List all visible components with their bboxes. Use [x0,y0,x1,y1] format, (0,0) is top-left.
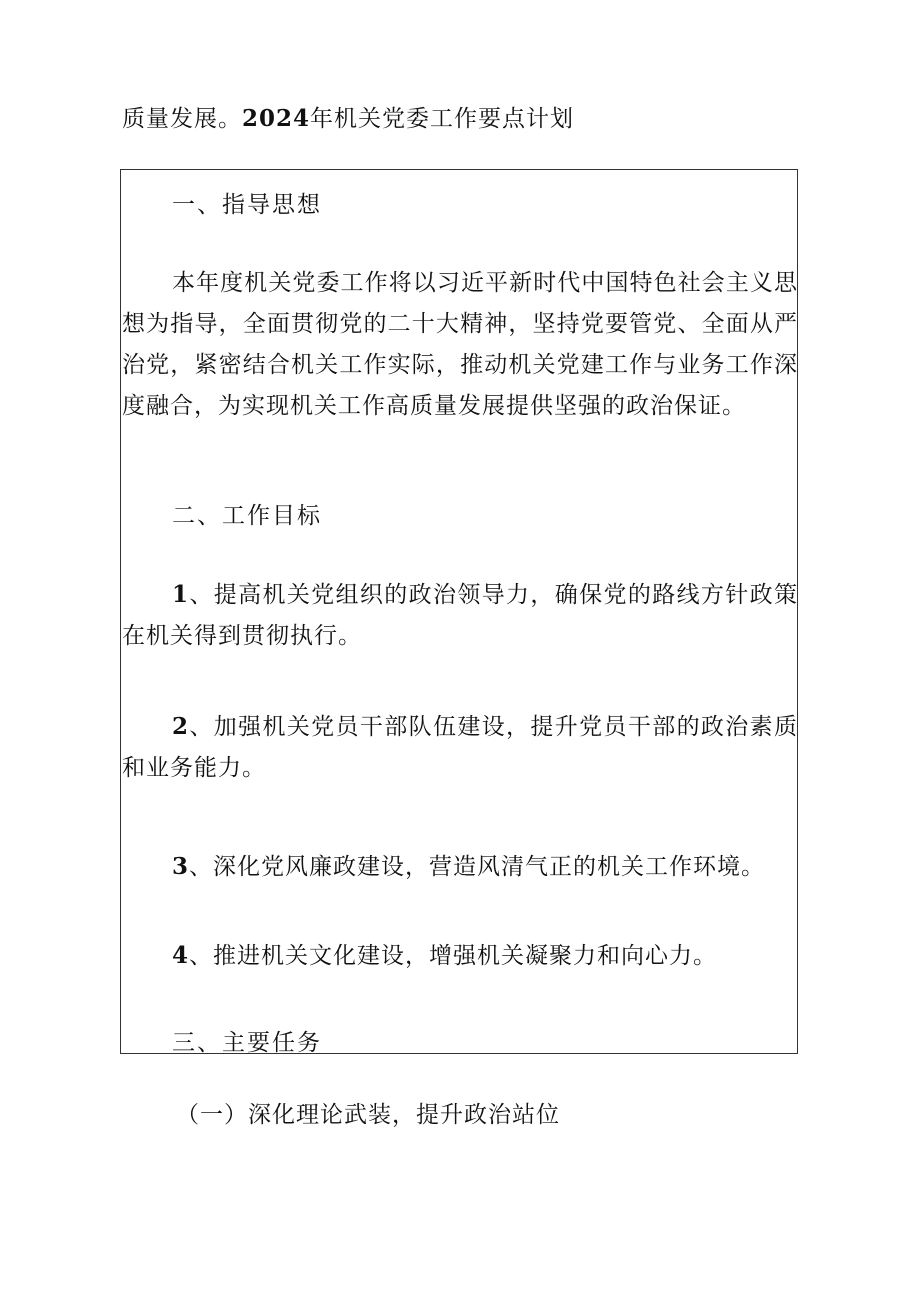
header-year: 2024 [242,105,311,132]
section-1-heading: 一、指导思想 [172,192,322,218]
section-3-subheading: （一）深化理论武装，提升政治站位 [176,1102,560,1128]
goal-text: 、推进机关文化建设，增强机关凝聚力和向心力。 [189,943,718,969]
section-3-heading: 三、主要任务 [172,1030,322,1056]
document-header [122,100,574,133]
goal-number: 1 [172,581,190,608]
goal-item-1 [122,574,798,657]
goal-item-4 [122,935,798,977]
goal-number: 2 [172,713,190,740]
goal-item-2 [122,706,798,789]
goal-text: 、加强机关党员干部队伍建设，提升党员干部的政治素质和业务能力。 [122,714,798,781]
goal-number: 4 [172,942,190,969]
header-title: 年机关党委工作要点计划 [310,106,575,132]
goal-text: 、提高机关党组织的政治领导力，确保党的路线方针政策在机关得到贯彻执行。 [122,582,798,649]
section-1-body: 本年度机关党委工作将以习近平新时代中国特色社会主义思想为指导，全面贯彻党的二十大精神，坚持党要管党、全面从严治党，紧密结合机关工作实际，推动机关党建工作与业务工作深度融合，为实现机关工作高质量发展提供坚强的政治保证。 [122,270,798,419]
goal-item-3 [122,846,798,888]
header-prefix: 质量发展。 [122,106,242,132]
section-2-heading: 二、工作目标 [172,503,322,529]
goal-text: 、深化党风廉政建设，营造风清气正的机关工作环境。 [189,854,766,880]
goal-number: 3 [172,853,190,880]
